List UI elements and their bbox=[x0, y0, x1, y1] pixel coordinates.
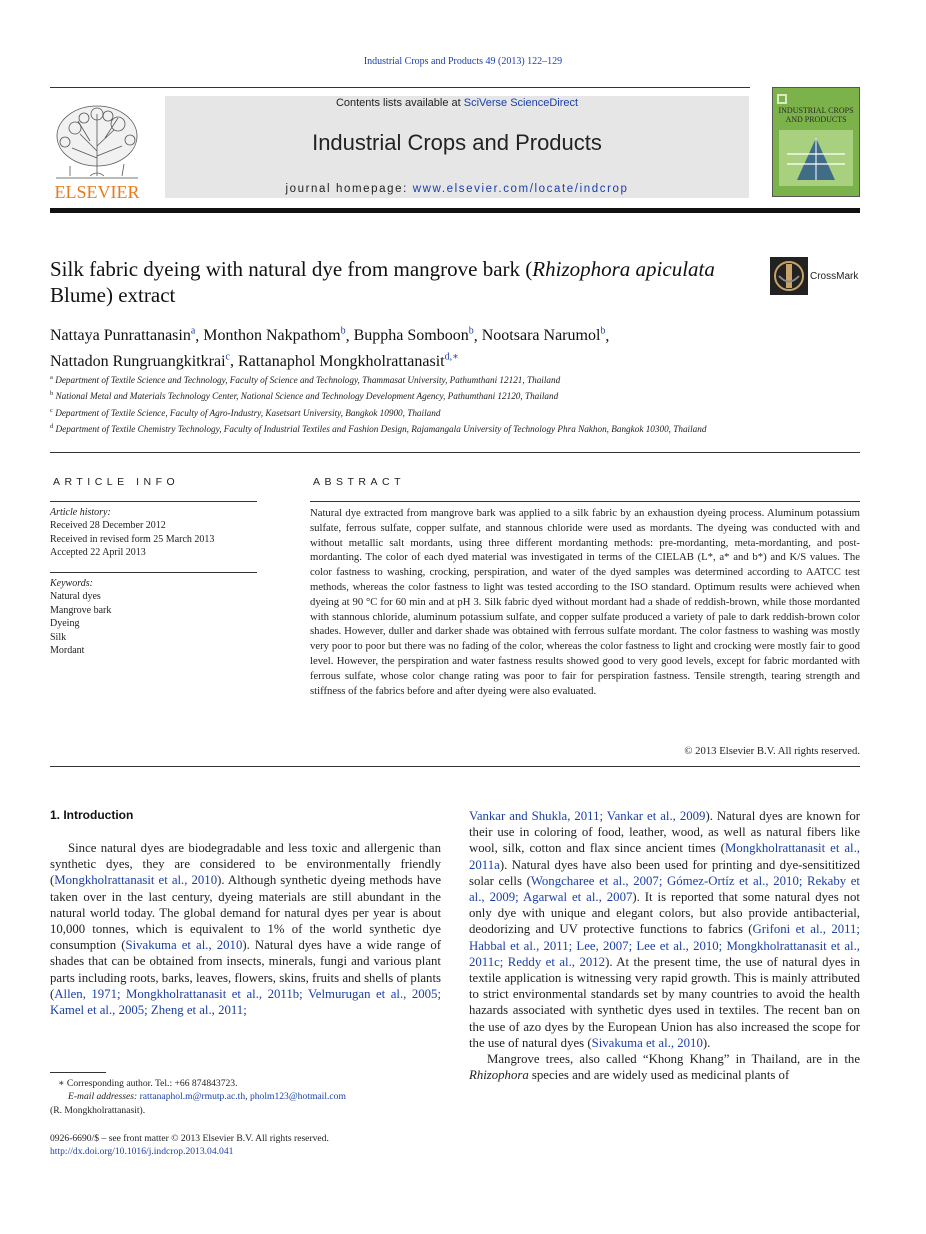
abstract-text: Natural dye extracted from mangrove bark was applied to a silk fabric by an exhaustion dyeing process. Aluminum potassium sulfate, ferrous sulfate, copper sulfate, and stannous chloride were used as mordants. The dyeing was conducted with and without metallic salt mordants, using three different mordanting methods: pre-mordanting, meta-mordanting, and post-mordanting. The color of each dyed material was investigated in terms of the CIELAB (L*, a* and b*) and K/S values. The color fastness to washing, crocking, perspiration, and water of the dyed samples was determined according to AATCC test methods, whereas the color fastness to light was tested according to the ISO standard. Optimum results were achieved when dyeing at 90 °C for 60 min and at pH 3. Silk fabric dyed without mordant had a shade of reddish-brown, while those mordanted with stannous chloride, aluminum potassium sulfate, and copper sulfate produced a variety of pale to dark reddish-brown color shades. However, duller and darker shade was obtained with ferrous sulfate mordant. The color fastness to washing was mostly very poor to poor but there was no fading of the color, whereas the color fastness to light and crocking were mostly fair to good level. However, the perspiration and water fastness results showed good to very good levels, except for fabric mordanted with ferrous sulfate, whose color change rating was poor to fair for perspiration fastness. Tensile strength, tearing strength and stiffness of the fabrics before and after dyeing were also evaluated. bbox=[310, 507, 860, 697]
footnote-rule bbox=[50, 1072, 106, 1073]
citation-link[interactable]: Sivakuma et al., 2010 bbox=[591, 1035, 703, 1050]
article-title bbox=[50, 256, 750, 308]
homepage-line bbox=[165, 183, 749, 195]
body-text: Since natural dyes are biodegradable and less toxic and allergenic than synthetic dyes, they are considered to be environmentally friendly ( bbox=[50, 841, 441, 888]
email-line: E-mail addresses: rattanaphol.m@rmutp.ac.th, pholm123@hotmail.com bbox=[68, 1091, 346, 1103]
accepted-date: Accepted 22 April 2013 bbox=[50, 547, 146, 559]
journal-title: Industrial Crops and Products bbox=[312, 130, 602, 155]
italic-term: Rhizophora bbox=[469, 1068, 529, 1083]
citation-link[interactable]: Sivakuma et al., 2010 bbox=[125, 938, 243, 953]
keyword: Mordant bbox=[50, 645, 85, 657]
title-species: Rhizophora apiculata bbox=[532, 257, 715, 281]
abstract-heading: ABSTRACT bbox=[313, 476, 406, 488]
copyright: © 2013 Elsevier B.V. All rights reserved. bbox=[684, 745, 860, 757]
keyword: Natural dyes bbox=[50, 591, 101, 603]
author[interactable]: Nootsara Narumol$^b$ bbox=[481, 326, 606, 345]
body-text: ). Although synthetic dyeing methods have taken over in the last century, dyeing materials are still abundant in the natural world today. The global demand for natural dyes per year is about 10,000 tonnes, which is equivalent to 1% of the world synthetic dye consumption ( bbox=[50, 873, 441, 953]
section-rule bbox=[50, 452, 860, 453]
author-list: Nattaya Punrattanasin$^a$, Monthon Nakpathom$^b$, Buppha Somboon$^b$, Nootsara Narumol$^b$, Nattadon Rungruangkitkrai$^c$, Rattanaphol Mongkholrattanasit$^{d,∗}$ bbox=[50, 326, 610, 370]
intro-left-column bbox=[50, 840, 441, 1018]
corresponding-footnote bbox=[50, 1077, 450, 1117]
citation-link[interactable]: Wongcharee et al., 2007; Gómez-Ortíz et al., 2010; Rekaby et al., 2009; Agarwal et al., 2007 bbox=[469, 873, 860, 905]
crossmark-icon[interactable] bbox=[770, 257, 808, 295]
info-rule bbox=[50, 501, 257, 502]
keyword: Mangrove bark bbox=[50, 604, 112, 616]
homepage-link[interactable]: www.elsevier.com/locate/indcrop bbox=[412, 183, 629, 195]
introduction-heading: 1. Introduction bbox=[50, 808, 134, 822]
keywords-label: Keywords: bbox=[50, 578, 93, 589]
author[interactable]: Buppha Somboon$^b$ bbox=[353, 326, 474, 345]
citation-link[interactable]: Vankar and Shukla, 2011; Vankar et al., 2009 bbox=[469, 809, 706, 823]
email-link[interactable]: rattanaphol.m@rmutp.ac.th bbox=[139, 1091, 246, 1103]
keyword: Silk bbox=[50, 631, 67, 643]
issn-line: 0926-6690/$ – see front matter © 2013 Elsevier B.V. All rights reserved. bbox=[50, 1133, 329, 1144]
citation-link[interactable]: Mongkholrattanasit et al., 2010 bbox=[54, 873, 218, 888]
affiliation: $^d$ Department of Textile Chemistry Technology, Faculty of Industrial Textiles and Fashion Design, Rajamangala University of Technology Phra Nakhon, Bangkok 10300, Thailand bbox=[50, 423, 707, 435]
contents-line bbox=[165, 97, 749, 109]
intro-right-column bbox=[469, 808, 860, 1083]
author[interactable]: Monthon Nakpathom$^b$ bbox=[203, 326, 346, 345]
received-date: Received 28 December 2012 bbox=[50, 520, 166, 532]
doi-link[interactable]: http://dx.doi.org/10.1016/j.indcrop.2013.04.041 bbox=[50, 1146, 234, 1158]
intro-paragraph bbox=[469, 1051, 860, 1083]
sciencedirect-link[interactable]: SciVerse ScienceDirect bbox=[463, 97, 579, 109]
article-history bbox=[50, 506, 260, 560]
journal-cover-thumbnail[interactable] bbox=[772, 87, 860, 197]
citation-link[interactable]: Mongkholrattanasit et al., 2011a bbox=[469, 841, 860, 872]
body-text: ). bbox=[702, 1035, 711, 1050]
author[interactable]: Nattadon Rungruangkitkrai$^c$ bbox=[50, 351, 230, 370]
affiliations bbox=[50, 371, 750, 437]
affiliation: $^a$ Department of Textile Science and Technology, Faculty of Science and Technology, Thammasat University, Pathumthani 12121, Thailand bbox=[50, 374, 561, 386]
email-link[interactable]: pholm123@hotmail.com bbox=[249, 1091, 346, 1103]
intro-paragraph bbox=[469, 808, 860, 1051]
keywords bbox=[50, 577, 260, 657]
author[interactable]: Nattaya Punrattanasin$^a$ bbox=[50, 326, 196, 345]
title-part1: Silk fabric dyeing with natural dye from mangrove bark ( bbox=[50, 257, 533, 281]
issn-block bbox=[50, 1132, 470, 1159]
history-label: Article history: bbox=[50, 507, 111, 518]
body-text: ). Natural dyes are known for their use in coloring of food, leather, wood, as well as natural fibers like wool, silk, cotton and flax since ancient times ( bbox=[469, 809, 860, 856]
header-rule bbox=[50, 87, 750, 88]
author[interactable]: Rattanaphol Mongkholrattanasit$^{d,∗}$ bbox=[237, 351, 459, 370]
abstract-bottom-rule bbox=[50, 766, 860, 767]
cover-title: INDUSTRIAL CROPS AND PRODUCTS bbox=[778, 106, 854, 124]
body-text: ). Natural dyes have also been used for printing and dye-sensititized solar cells ( bbox=[469, 857, 860, 888]
article-info-heading: ARTICLE INFO bbox=[53, 476, 180, 488]
body-text: ). It is reported that some natural dyes not only dye with unique and elegant colors, but also provide antibacterial, deodorizing and UV protective functions to fabrics ( bbox=[469, 890, 860, 937]
affiliation: $^b$ National Metal and Materials Technology Center, National Science and Technology Development Agency, Pathumthani 12120, Thailand bbox=[50, 390, 559, 402]
body-text: species and are widely used as medicinal plants of bbox=[528, 1068, 790, 1083]
body-text: Mangrove trees, also called “Khong Khang” in Thailand, are in the bbox=[487, 1052, 860, 1067]
crossmark-label[interactable]: CrossMark bbox=[810, 271, 859, 282]
contents-prefix: Contents lists available at bbox=[335, 97, 464, 109]
running-head[interactable]: Industrial Crops and Products 49 (2013) 122–129 bbox=[363, 56, 563, 67]
keyword: Dyeing bbox=[50, 618, 80, 630]
body-text: ). Natural dyes have a wide range of shades that can be obtained from insects, minerals, fungi and various plant parts including roots, barks, leaves, flowers, skins, fruits and shells of plants ( bbox=[50, 938, 441, 1001]
body-text: ). At the present time, the use of natural dyes in textile application is witnessing very rapid growth. This is mainly attributed to strict environmental standards set by many countries to avoid the health hazards associated with synthetic dyes used in textiles. The recent ban on the use of azo dyes by the European Union has also increased the scope for the use of natural dyes ( bbox=[469, 954, 860, 1050]
email-owner: (R. Mongkholrattanasit). bbox=[50, 1104, 146, 1116]
citation-link[interactable]: Allen, 1971; Mongkholrattanasit et al., 2011b; Velmurugan et al., 2005; Kamel et al., 2005; Zheng et al., 2011; bbox=[50, 986, 441, 1018]
header-thick-rule bbox=[50, 208, 860, 213]
publisher-wordmark: ELSEVIER bbox=[54, 182, 140, 202]
revised-date: Received in revised form 25 March 2013 bbox=[50, 533, 215, 545]
homepage-prefix: journal homepage: bbox=[285, 183, 413, 195]
affiliation: $^c$ Department of Textile Science, Faculty of Agro-Industry, Kasetsart University, Bangkok 10900, Thailand bbox=[50, 406, 441, 418]
citation-link[interactable]: Grifoni et al., 2011; Habbal et al., 2011; Lee, 2007; Lee et al., 2010; Mongkholrattanasit et al., 2011c; Reddy et al., 2012 bbox=[469, 922, 860, 969]
corresponding-author: ∗ Corresponding author. Tel.: +66 874843723. bbox=[58, 1078, 238, 1089]
keywords-rule bbox=[50, 572, 257, 573]
title-part2: Blume) extract bbox=[50, 283, 176, 307]
cover-illustration-icon bbox=[773, 88, 859, 196]
abstract-rule bbox=[310, 501, 860, 502]
